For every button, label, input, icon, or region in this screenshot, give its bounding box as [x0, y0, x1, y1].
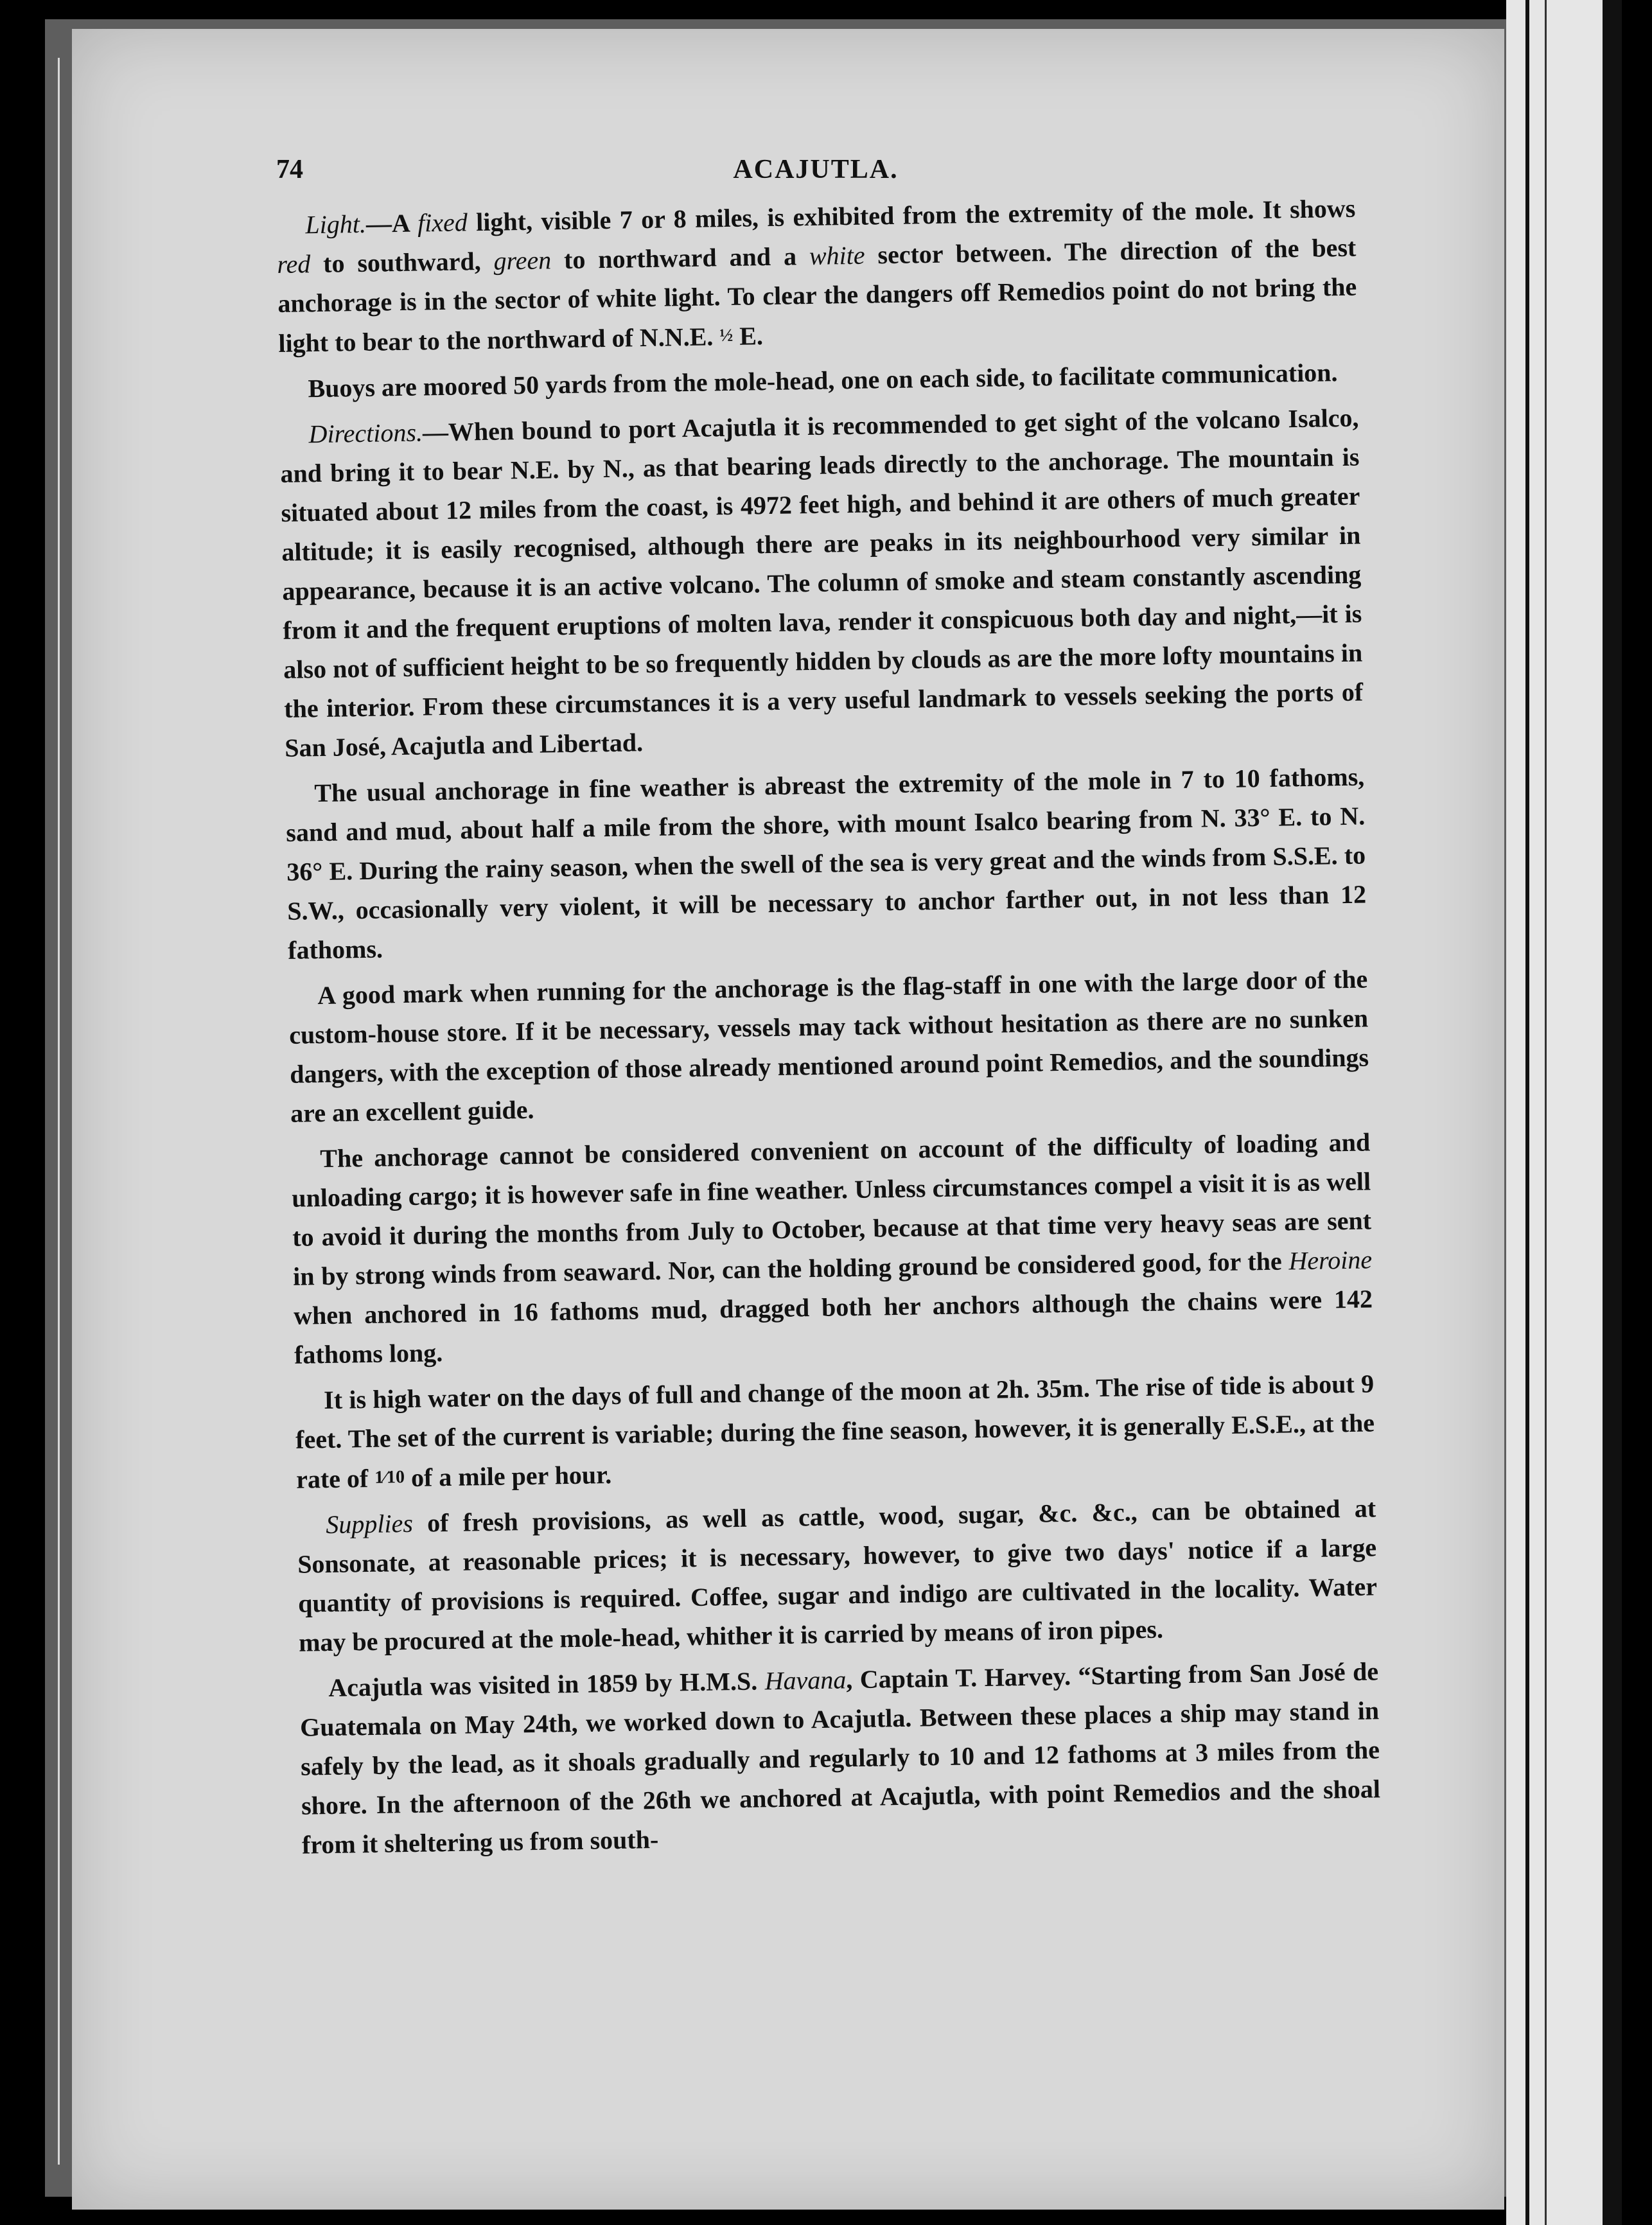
paragraph-anchorage: The usual anchorage in fine weather is abreast the extremity of the mole in 7 to 10 fathoms, sand and mud, about half a mile from the shore, with mount Isalco bearing from N. 33° E. to N. 36° E. During the rainy season, when the swell of the sea is very great and the winds from S.S.E. to S.W., occasionally very violent, it will be necessary to anchor farther out, in not less than 12 fathoms.: [285, 762, 1367, 965]
paragraph-buoys: Buoys are moored 50 yards from the mole-head, one on each side, to facilitate communication.: [308, 358, 1338, 403]
ship-name-havana: Havana: [764, 1665, 847, 1696]
paragraph-supplies: Supplies of fresh provisions, as well as cattle, wood, sugar, &c. &c., can be obtained at Sonsonate, at reasonable prices; it is necessary, however, to give two days' notice if a large quantity of provisions is required. Coffee, sugar and indigo are cultivated in the locality. Water may be procured at the mole-head, whither it is carried by means of iron pipes.: [297, 1493, 1378, 1657]
ship-name-heroine: Heroine: [1288, 1245, 1373, 1276]
body-text: [276, 189, 1382, 1871]
paragraph-good-mark: A good mark when running for the anchorage is the flag-staff in one with the large door of the custom-house store. If it be necessary, vessels may tack without hesitation as there are no sunken dangers, with the exception of those already mentioned around point Remedios, and the soundings are an excellent guide.: [288, 964, 1369, 1128]
paragraph-tides: It is high water on the days of full and change of the moon at 2h. 35m. The rise of tide is about 9 feet. The set of the current is variable; during the fine season, however, it is generally E.S.E., at the rate of 1⁄10 of a mile per hour.: [295, 1369, 1375, 1494]
italic-fixed: fixed: [417, 207, 468, 238]
italic-red: red: [277, 249, 311, 279]
page-number: 74: [276, 155, 303, 184]
paragraph-havana: Acajutla was visited in 1859 by H.M.S. Havana, Captain T. Harvey. “Starting from San José de Guatemala on May 24th, we worked down to Acajutla. Between these places a ship may stand in safely by the lead, as it shoals gradually and regularly to 10 and 12 fathoms at 3 miles from the shore. In the afternoon of the 26th we anchored at Acajutla, with point Remedios and the shoal from it sheltering us from south-: [299, 1657, 1381, 1860]
italic-white: white: [809, 240, 865, 270]
fraction: ½: [719, 325, 734, 346]
paragraph-convenience: The anchorage cannot be considered convenient on account of the difficulty of loading and unloading cargo; it is however safe in fine weather. Unless circumstances compel a visit it is as well to avoid it during the months from July to October, because at that time very heavy seas are sent in by strong winds from seaward. Nor, can the holding ground be considered good, for the Heroine when anchored in 16 fathoms mud, dragged both her anchors although the chains were 142 fathoms long.: [291, 1127, 1373, 1369]
lead-supplies: Supplies: [325, 1508, 414, 1540]
running-head: ACAJUTLA.: [733, 155, 899, 184]
binding-edge: [1506, 0, 1622, 2225]
fraction: 1⁄10: [374, 1467, 405, 1488]
paragraph-light: Light.—A fixed light, visible 7 or 8 miles, is exhibited from the extremity of the mole. It shows red to southward, green to northward and a white sector between. The direction of the best anchorage is in the sector of white light. To clear the dangers off Remedios point do not bring the light to bear to the northward of N.N.E. ½ E.: [277, 193, 1357, 358]
paragraph-directions: Directions.—When bound to port Acajutla it is recommended to get sight of the volcano Isalco, and bring it to bear N.E. by N., as that bearing leads directly to the anchorage. The mountain is situated about 12 miles from the coast, is 4972 feet high, and behind it are others of much greater altitude; it is easily recognised, although there are peaks in its neighbourhood very similar in appearance, because it is an active volcano. The column of smoke and steam constantly ascending from it and the frequent eruptions of molten lava, render it conspicuous both day and night,—it is also not of sufficient height to be so frequently hidden by clouds as are the more lofty mountains in the interior. From these circumstances it is a very useful landmark to vessels seeking the ports of San José, Acajutla and Libertad.: [280, 403, 1364, 762]
page-edge: [58, 58, 60, 2165]
lead-directions: Directions.: [308, 418, 423, 449]
lead-light: Light.: [305, 209, 367, 240]
italic-green: green: [493, 245, 552, 276]
